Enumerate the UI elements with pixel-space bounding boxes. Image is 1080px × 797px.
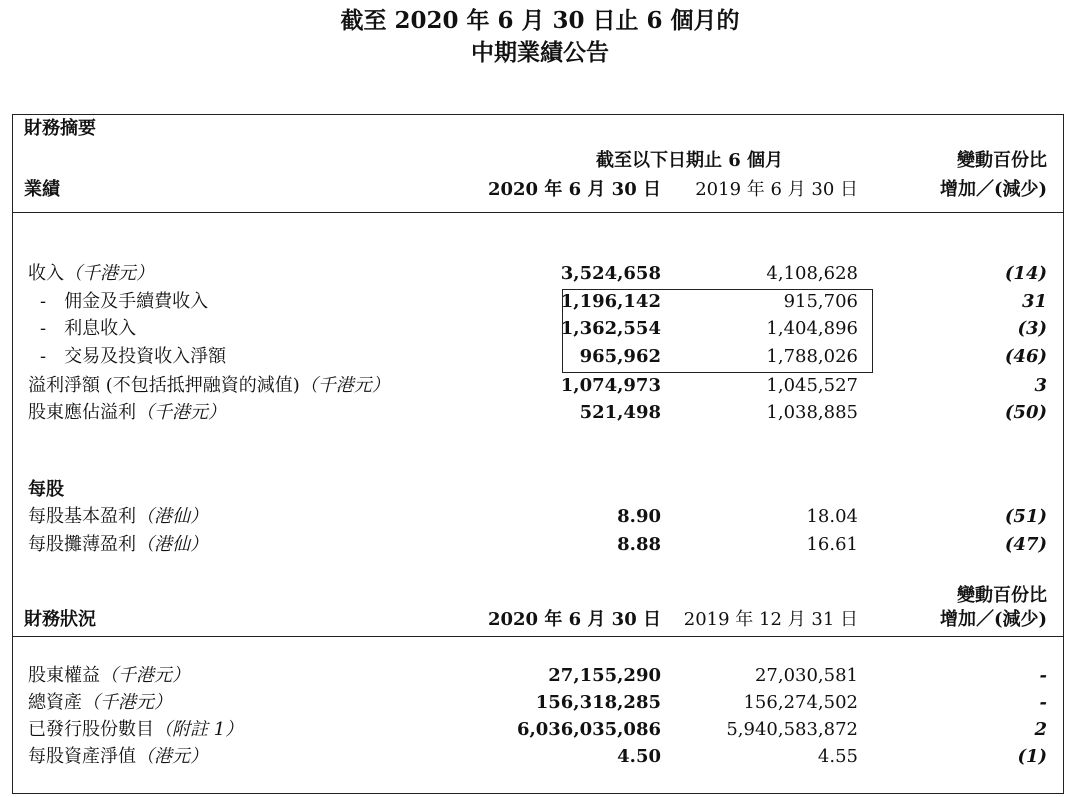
table-cell-prior: 1,404,896 [766, 318, 858, 339]
table-cell-change: (51) [1004, 506, 1047, 527]
table-cell-current: 3,524,658 [560, 263, 661, 284]
period-header: 截至以下日期止 6 個月 [596, 150, 784, 171]
table-cell-current: 4.50 [617, 746, 661, 767]
table-cell-current: 156,318,285 [535, 692, 661, 713]
table-cell-current: 27,155,290 [548, 665, 661, 686]
per-share-heading: 每股 [28, 479, 64, 500]
table-cell-change: (46) [1004, 346, 1047, 367]
position-header-divider [12, 636, 1064, 637]
table-cell-prior: 1,045,527 [766, 375, 858, 396]
document-title-line1: 截至 2020 年 6 月 30 日止 6 個月的 [340, 7, 740, 34]
table-row-label: 總資產（千港元） [28, 692, 172, 713]
change-header-1: 變動百份比 [957, 150, 1047, 171]
table-cell-current: 1,196,142 [560, 291, 661, 312]
table-row-label: - 佣金及手續費收入 [40, 291, 209, 312]
table-row-label: 每股基本盈利（港仙） [28, 506, 208, 527]
table-row-label: 收入（千港元） [28, 263, 154, 284]
table-cell-prior: 156,274,502 [743, 692, 858, 713]
table-cell-change: (50) [1004, 402, 1047, 423]
table-cell-change: 3 [1034, 375, 1047, 396]
table-cell-change: (47) [1004, 534, 1047, 555]
table-cell-prior: 16.61 [806, 534, 858, 555]
change-header-2: 增加／(減少) [939, 179, 1047, 200]
table-row-label: 股東應佔溢利（千港元） [28, 402, 226, 423]
table-cell-prior: 915,706 [783, 291, 858, 312]
header-divider [12, 212, 1064, 213]
table-cell-change: - [1039, 692, 1047, 713]
table-cell-prior: 4,108,628 [766, 263, 858, 284]
position-change-header-1: 變動百份比 [957, 585, 1047, 606]
table-cell-current: 521,498 [579, 402, 661, 423]
table-row-label: 溢利淨額 (不包括抵押融資的減值)（千港元） [28, 375, 390, 396]
table-cell-prior: 1,788,026 [766, 346, 858, 367]
table-row-label: 股東權益（千港元） [28, 665, 190, 686]
results-label: 業績 [24, 179, 60, 200]
table-row-label: 已發行股份數目（附註 1） [28, 719, 244, 740]
table-cell-current: 8.90 [617, 506, 661, 527]
table-cell-prior: 27,030,581 [754, 665, 858, 686]
position-col-prior: 2019 年 12 月 31 日 [683, 609, 858, 630]
table-cell-current: 1,074,973 [560, 375, 661, 396]
position-col-current: 2020 年 6 月 30 日 [487, 609, 661, 630]
table-cell-current: 965,962 [579, 346, 661, 367]
col-current-header: 2020 年 6 月 30 日 [487, 179, 661, 200]
table-row-label: - 利息收入 [40, 318, 137, 339]
table-cell-current: 6,036,035,086 [516, 719, 661, 740]
table-cell-change: (1) [1017, 746, 1047, 767]
position-heading: 財務狀況 [24, 609, 96, 630]
table-cell-prior: 4.55 [817, 746, 858, 767]
section-label: 財務摘要 [24, 118, 96, 139]
position-change-header-2: 增加／(減少) [939, 609, 1047, 630]
table-cell-prior: 5,940,583,872 [726, 719, 858, 740]
table-cell-prior: 18.04 [806, 506, 858, 527]
table-cell-prior: 1,038,885 [766, 402, 858, 423]
table-row-label: - 交易及投資收入淨額 [40, 346, 227, 367]
table-cell-current: 8.88 [617, 534, 661, 555]
table-row-label: 每股攤薄盈利（港仙） [28, 534, 208, 555]
table-cell-current: 1,362,554 [560, 318, 661, 339]
document-title-line2: 中期業績公告 [471, 39, 609, 66]
table-row-label: 每股資產淨值（港元） [28, 746, 208, 767]
table-cell-change: - [1039, 665, 1047, 686]
col-prior-header: 2019 年 6 月 30 日 [695, 179, 858, 200]
table-cell-change: 2 [1034, 719, 1047, 740]
table-cell-change: 31 [1021, 291, 1047, 312]
table-cell-change: (3) [1017, 318, 1047, 339]
table-cell-change: (14) [1004, 263, 1047, 284]
